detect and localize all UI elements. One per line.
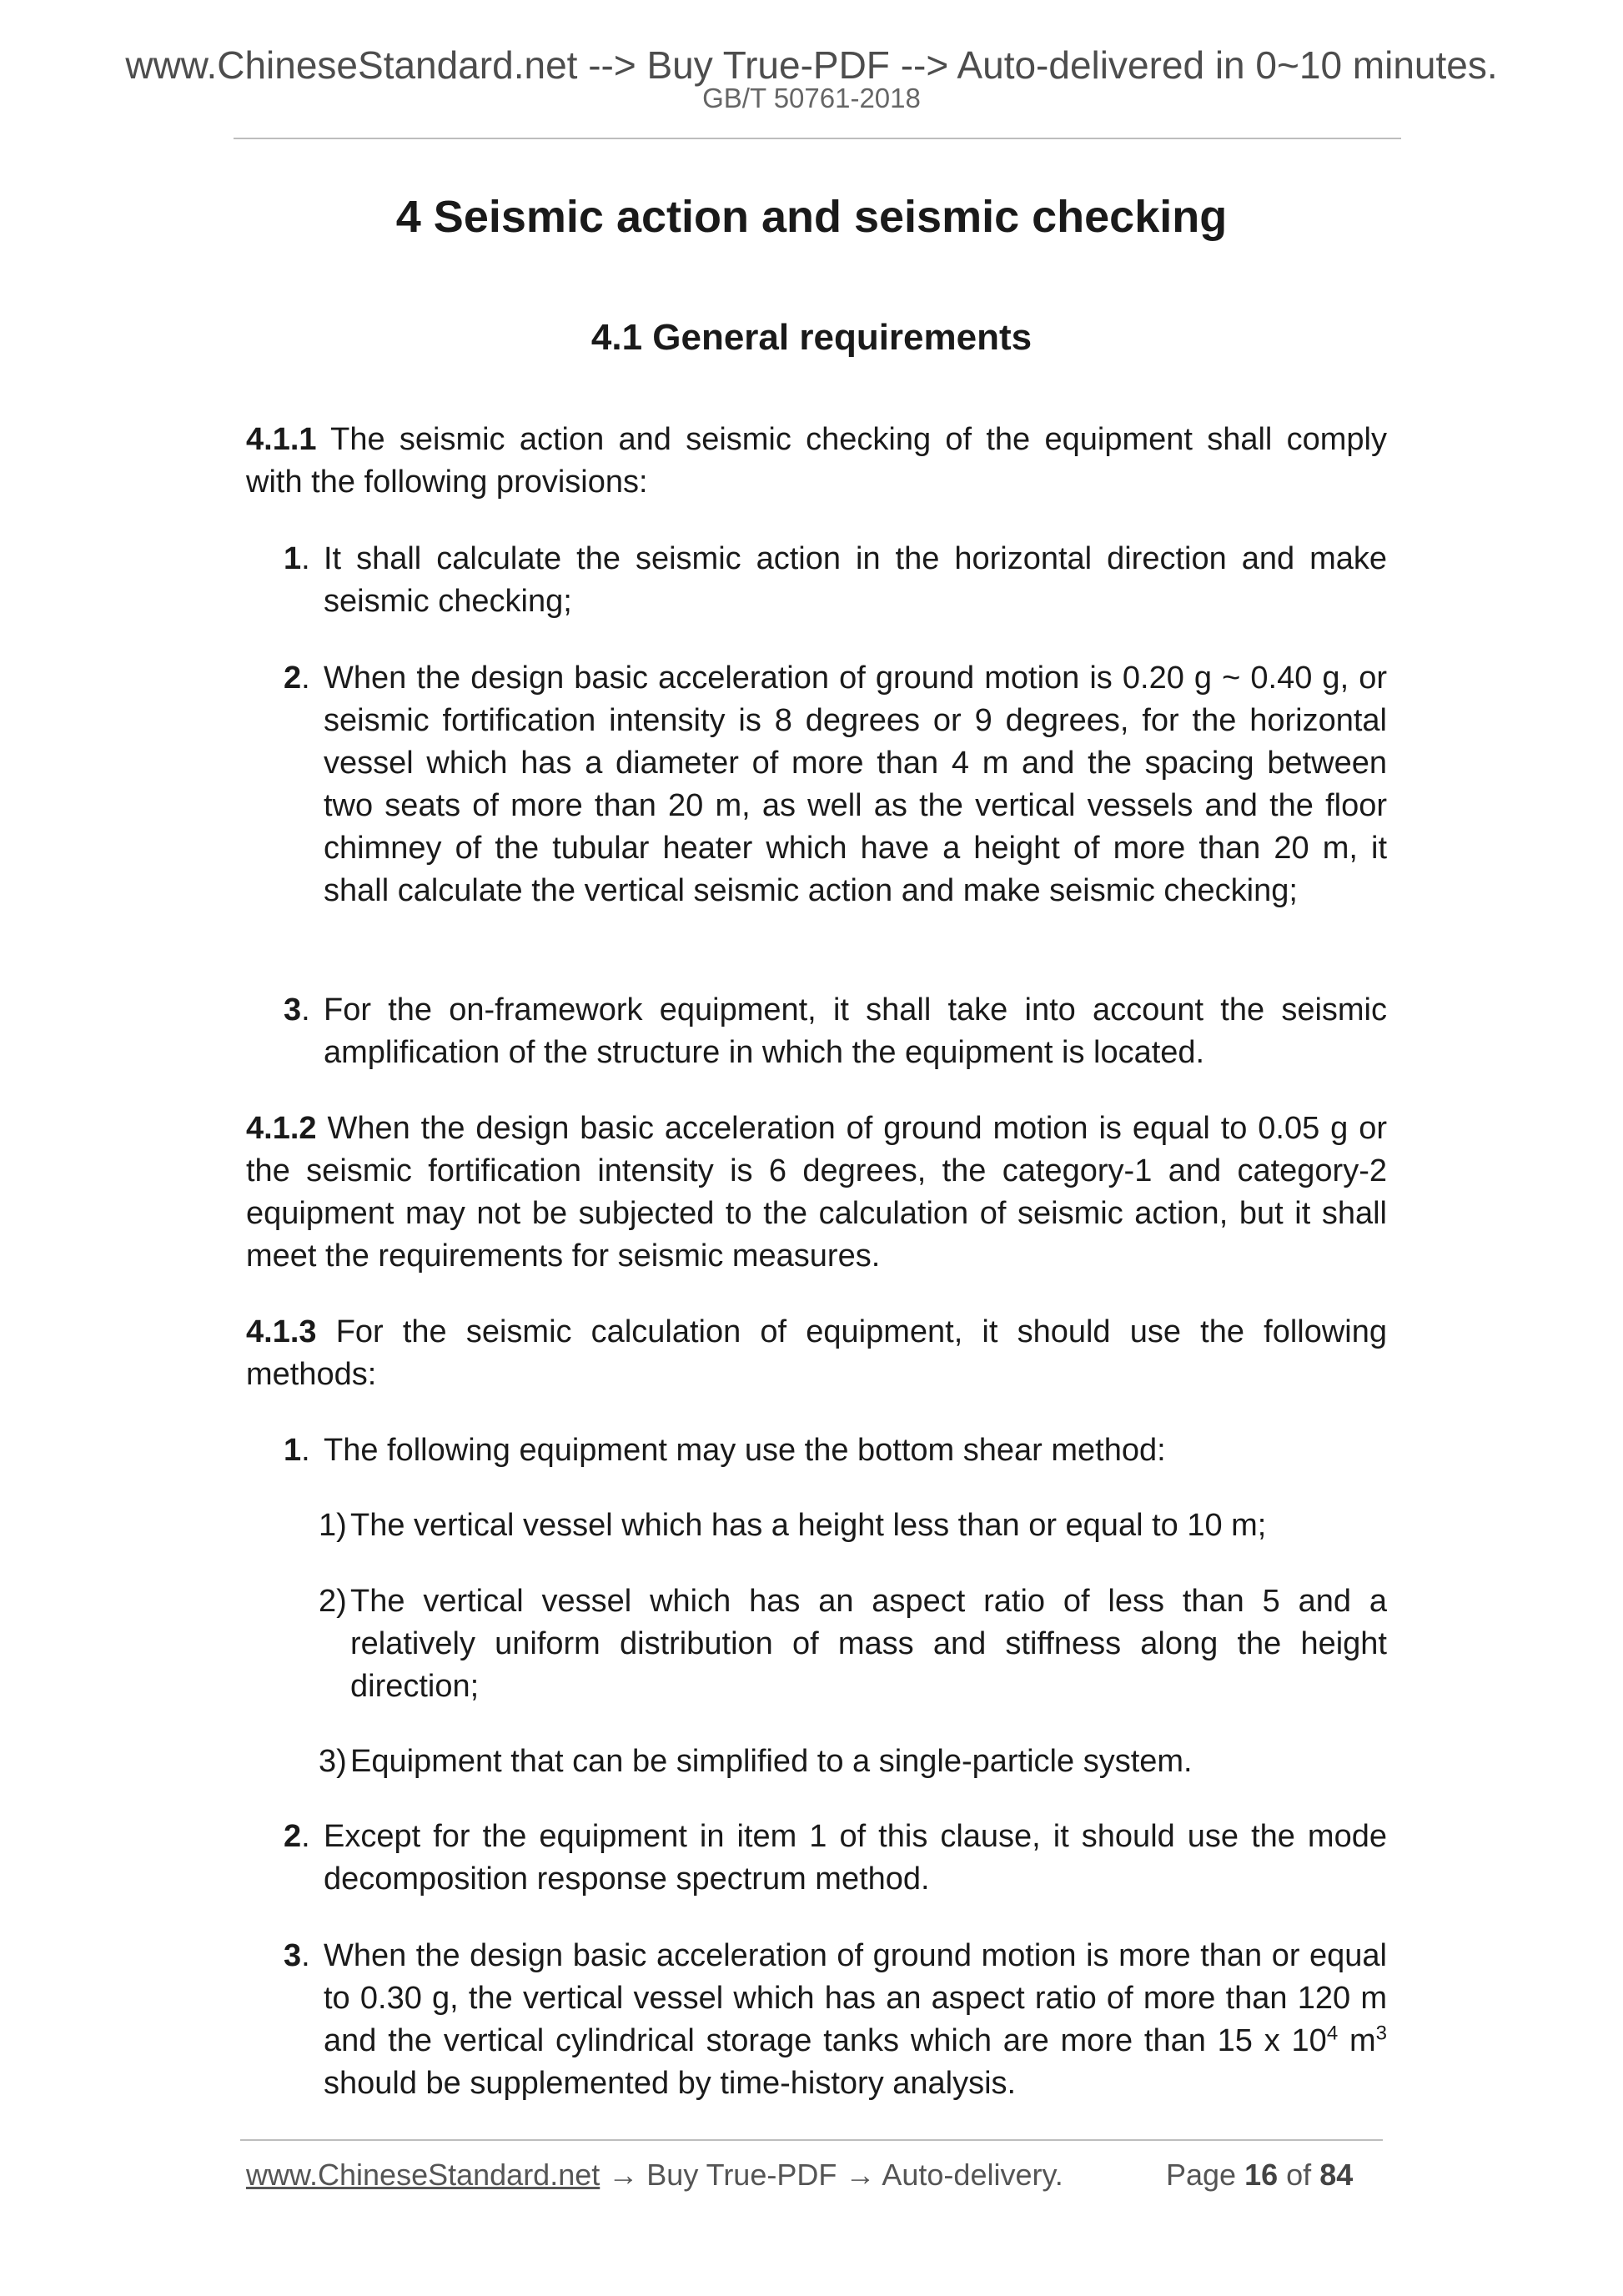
footer [246,2156,1063,2194]
list-number: 3. [284,1938,310,1973]
arrow-icon: → [608,2158,639,2192]
document-code: GB/T 50761-2018 [702,83,921,113]
clause-text: The seismic action and seismic checking of the equipment shall comply with the following provisions: [246,422,1387,500]
list-item: Except for the equipment in item 1 of this clause, it should use the mode decomposition response spectrum method. [324,1819,1387,1897]
section-title: 4.1 General requirements [590,317,1033,358]
sublist-item: The vertical vessel which has a height less than or equal to 10 m; [350,1508,1267,1543]
sublist-item: The vertical vessel which has an aspect ratio of less than 5 and a relatively uniform distribution of mass and stiffness along the height direction; [350,1584,1387,1704]
header-divider [234,138,1401,139]
list-number: 1. [284,541,310,576]
header-banner: www.ChineseStandard.net --> Buy True-PDF --> Auto-delivered in 0~10 minutes. [125,43,1498,87]
clause-text: For the seismic calculation of equipment, it should use the following methods: [246,1314,1387,1392]
clause-number: 4.1.2 [246,1111,317,1146]
superscript: 3 [1375,2022,1387,2045]
list-number: 2. [284,1819,310,1854]
list-item: For the on-framework equipment, it shall take into account the seismic amplification of the structure in which the equipment is located. [324,992,1387,1070]
list-item: The following equipment may use the bottom shear method: [324,1433,1166,1468]
clause-4-1-1 [246,419,1387,504]
clause-text: When the design basic acceleration of ground motion is equal to 0.05 g or the seismic fortification intensity is 6 degrees, the category-1 and category-2 equipment may not be subjected to the calculation of seismic action, but it shall meet the requirements for seismic measures. [246,1111,1388,1274]
list-item: It shall calculate the seismic action in the horizontal direction and make seismic checking; [324,541,1387,619]
page-of: of [1286,2158,1312,2192]
page-label: Page [1166,2158,1237,2192]
footer-divider [240,2139,1383,2141]
list-item: When the design basic acceleration of ground motion is more than or equal to 0.30 g, the vertical vessel which has an aspect ratio of more than 120 m and the vertical cylindrical storage tanks which are more than 15 x $10^4$ $m^3$ should be supplemented by time-history analysis. [324,1938,1387,2101]
clause-number: 4.1.3 [246,1314,317,1349]
clause-number: 4.1.1 [246,422,317,457]
page-number [1166,2156,1353,2194]
sublist-item: Equipment that can be simplified to a single-particle system. [350,1744,1193,1779]
footer-buy-text: Buy True-PDF [646,2158,837,2192]
chapter-title: 4 Seismic action and seismic checking [395,192,1228,242]
footer-delivery-text: Auto-delivery. [882,2158,1063,2192]
superscript: 4 [1326,2022,1339,2045]
sublist-number: 2) [319,1584,347,1619]
arrow-icon: → [845,2158,876,2192]
footer-site-link[interactable]: www.ChineseStandard.net [246,2158,600,2192]
page-total: 84 [1319,2158,1354,2192]
sublist-number: 3) [319,1744,347,1779]
clause-4-1-3 [246,1311,1387,1396]
list-item: When the design basic acceleration of ground motion is 0.20 g ~ 0.40 g, or seismic fortification intensity is 8 degrees or 9 degrees, for the horizontal vessel which has a diameter of more than 4 m and the spacing between two seats of more than 20 m, as well as the vertical vessels and the floor chimney of the tubular heater which have a height of more than 20 m, it shall calculate the vertical seismic action and make seismic checking; [324,661,1387,908]
list-number: 3. [284,992,310,1027]
page-current: 16 [1244,2158,1279,2192]
list-number: 2. [284,661,310,696]
clause-4-1-2 [246,1108,1387,1278]
list-number: 1. [284,1433,310,1468]
sublist-number: 1) [319,1508,347,1543]
